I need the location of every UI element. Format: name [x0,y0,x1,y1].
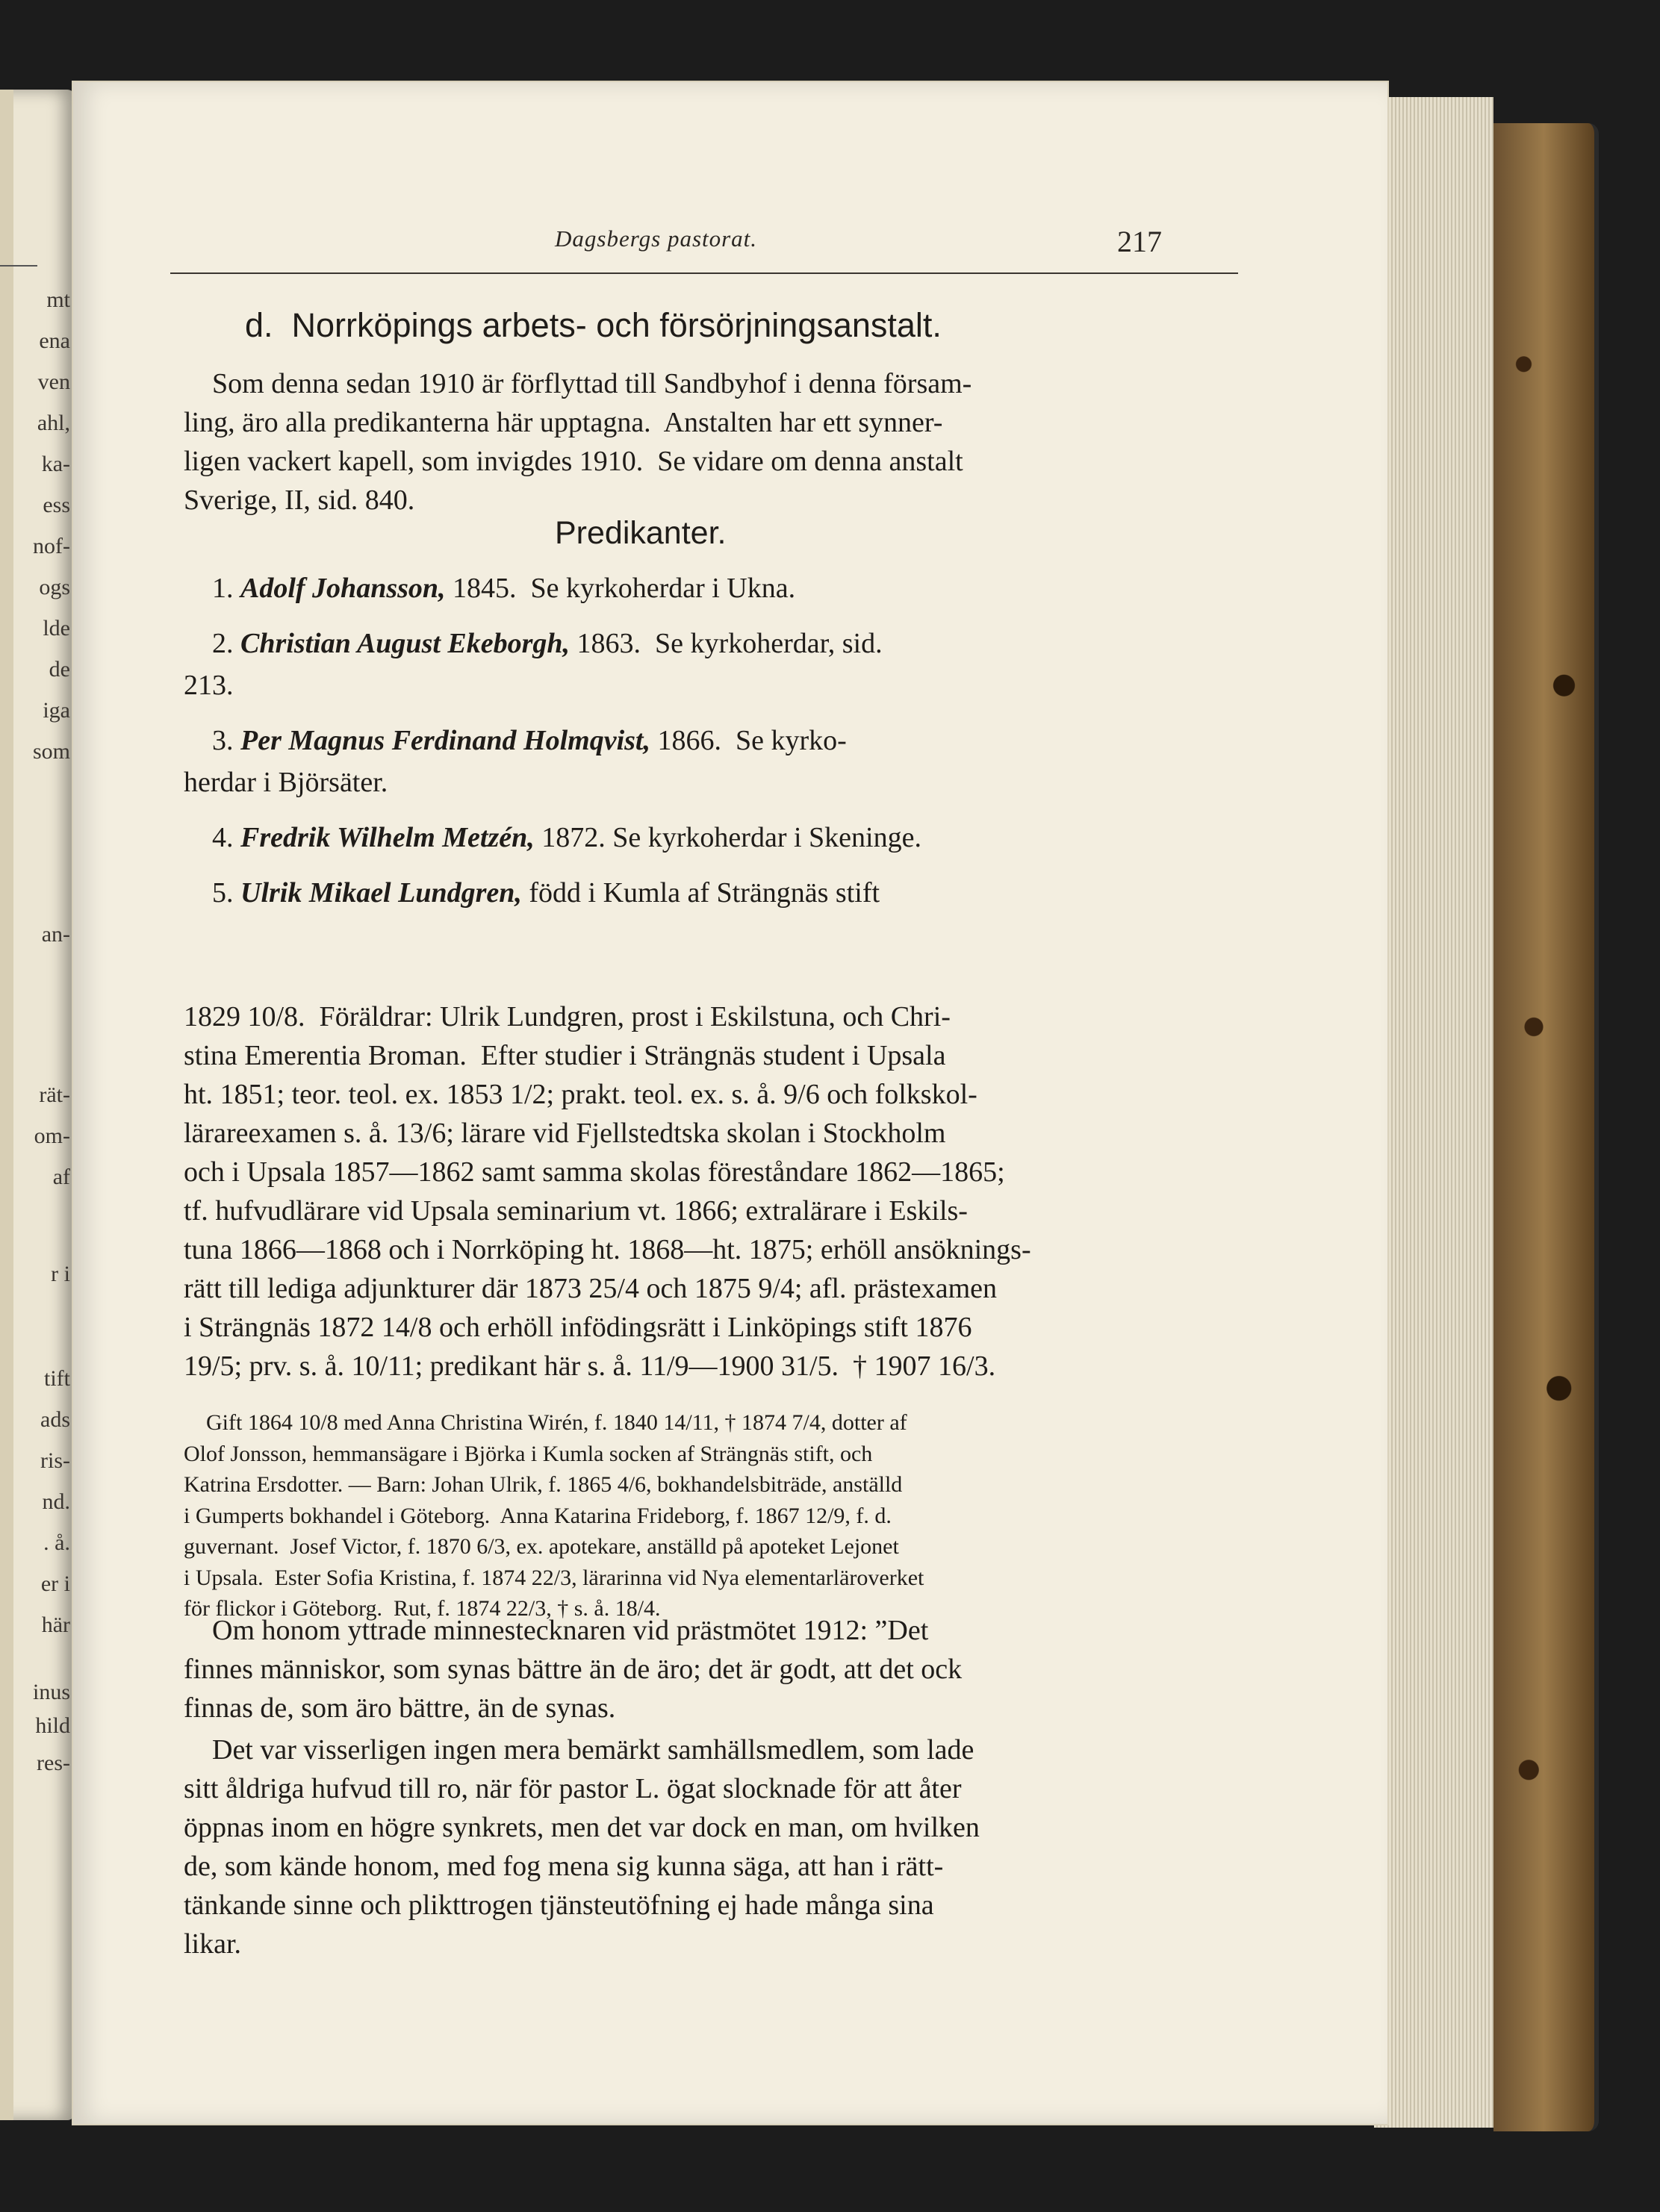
predikanter-heading: Predikanter. [555,515,727,551]
entry-number: 4. [212,822,240,853]
memorial-quote [184,1611,1244,1727]
text-line: i Strängnäs 1872 14/8 och erhöll infödingsrätt i Linköpings stift 1876 [184,1312,972,1343]
left-page-fragment: er i [40,1571,70,1596]
entry-text: 1863. Se kyrkoherdar, sid. [570,628,883,659]
left-page-fragment: tift [44,1366,70,1391]
entry-number: 3. [212,725,240,756]
family-line: Gift 1864 10/8 med Anna Christina Wirén, f. 1840 14/11, † 1874 7/4, dotter af [184,1410,907,1435]
preacher-name: Christian August Ekeborgh, [240,628,571,659]
left-page-fragment: som [32,739,70,764]
left-page-fragment: ena [39,328,70,353]
left-page-fragment: ogs [39,575,70,599]
section-heading: d. Norrköpings arbets- och försörjningsanstalt. [245,306,942,344]
family-line: i Upsala. Ester Sofia Kristina, f. 1874 22/3, lärarinna vid Nya elementarläroverket [184,1565,924,1590]
preacher-entry [184,818,1244,857]
preacher-list [184,569,1244,929]
family-line: för flickor i Göteborg. Rut, f. 1874 22/3, † s. å. 18/4. [184,1596,661,1621]
text-line: rätt till lediga adjunkturer där 1873 25/4 och 1875 9/4; afl. prästexamen [184,1273,998,1304]
left-page-fragment: . å. [43,1530,70,1555]
indent [184,822,212,853]
left-page-fragment: ris- [40,1448,70,1473]
entry-text: 1845. Se kyrkoherdar i Ukna. [445,573,796,604]
left-page-fragment: ka- [41,452,70,476]
left-page-fragment: ads [40,1407,70,1432]
left-page-fragment: lde [43,616,70,641]
left-page-fragment: ahl, [37,411,70,435]
entry-text: 1872. Se kyrkoherdar i Skeninge. [534,822,921,853]
text-line: Som denna sedan 1910 är förflyttad till Sandbyhof i denna försam- [184,368,972,399]
left-page-head-rule [0,265,37,267]
left-page-fragment: inus [32,1680,70,1704]
preacher-name: Ulrik Mikael Lundgren, [240,877,522,909]
preacher-entry [184,721,1244,760]
text-line: ling, äro alla predikanterna här upptagna. Anstalten har ett synner- [184,407,943,438]
closing-paragraph [184,1730,1244,1963]
left-page-edge [0,90,75,2120]
text-line: 1829 10/8. Föräldrar: Ulrik Lundgren, prost i Eskilstuna, och Chri- [184,1001,951,1032]
preacher-name: Fredrik Wilhelm Metzén, [240,822,535,853]
text-line: likar. [184,1928,242,1960]
family-line: Katrina Ersdotter. — Barn: Johan Ulrik, f. 1865 4/6, bokhandelsbiträde, anställd [184,1472,903,1497]
family-line: i Gumperts bokhandel i Göteborg. Anna Katarina Frideborg, f. 1867 12/9, f. d. [184,1503,892,1528]
intro-paragraph [184,364,1244,520]
entry-number: 5. [212,877,240,909]
indent [184,573,212,604]
left-page-fragment: mt [46,287,70,312]
page-stack-edge [1374,97,1493,2128]
left-page-fragment: r i [51,1262,70,1286]
text-line: ligen vackert kapell, som invigdes 1910. Se vidare om denna anstalt [184,446,963,477]
left-page-fragment: an- [41,922,70,947]
family-line: guvernant. Josef Victor, f. 1870 6/3, ex. apotekare, anställd på apoteket Lejonet [184,1534,899,1559]
text-line: Sverige, II, sid. 840. [184,485,415,516]
left-page-fragment: nd. [42,1489,70,1514]
left-page-fragment: iga [43,698,70,723]
text-line: ht. 1851; teor. teol. ex. 1853 1/2; prakt. teol. ex. s. å. 9/6 och folkskol- [184,1079,977,1110]
text-line: stina Emerentia Broman. Efter studier i Strängnäs student i Upsala [184,1040,946,1071]
lundgren-biography [184,997,1244,1386]
lundgren-family-note [184,1407,1244,1624]
left-page-fragment: rät- [39,1082,70,1107]
preacher-entry [184,873,1244,912]
left-page-fragment: ven [37,370,70,394]
text-line: de, som kände honom, med fog mena sig kunna säga, att han i rätt- [184,1851,944,1882]
book-cover [1493,123,1599,2131]
preacher-name: Per Magnus Ferdinand Holmqvist, [240,725,650,756]
left-page-fragment: här [41,1613,70,1637]
left-page-fragment: ess [43,493,70,517]
text-line: tänkande sinne och plikttrogen tjänsteutöfning ej hade många sina [184,1889,934,1921]
entry-text: 1866. Se kyrko- [650,725,847,756]
entry-number: 1. [212,573,240,604]
entry-continuation: herdar i Björsäter. [184,767,388,798]
preacher-entry [184,569,1244,608]
text-line: Om honom yttrade minnestecknaren vid prästmötet 1912: ”Det [184,1615,929,1646]
indent [184,628,212,659]
text-line: öppnas inom en högre synkrets, men det var dock en man, om hvilken [184,1812,980,1843]
page-number: 217 [1117,225,1162,258]
entry-continuation: 213. [184,670,234,701]
text-line: 19/5; prv. s. å. 10/11; predikant här s. å. 11/9—1900 31/5. † 1907 16/3. [184,1350,996,1382]
text-line: tf. hufvudlärare vid Upsala seminarium vt. 1866; extralärare i Eskils- [184,1195,968,1227]
preacher-entry [184,624,1244,663]
running-head: Dagsbergs pastorat. [555,225,758,252]
left-page-fragment: de [49,657,70,682]
text-line: tuna 1866—1868 och i Norrköping ht. 1868—ht. 1875; erhöll ansöknings- [184,1234,1031,1265]
text-line: lärareexamen s. å. 13/6; lärare vid Fjellstedtska skolan i Stockholm [184,1118,946,1149]
left-page-fragment: om- [34,1124,70,1148]
text-line: sitt åldriga hufvud till ro, när för pastor L. ögat slocknade för att åter [184,1773,962,1804]
preacher-name: Adolf Johansson, [240,573,446,604]
header-rule [170,272,1238,274]
text-line: finnes människor, som synas bättre än de äro; det är godt, att det ock [184,1654,963,1685]
left-page-fragment: af [52,1165,70,1189]
indent [184,877,212,909]
entry-text: född i Kumla af Strängnäs stift [521,877,880,909]
indent [184,725,212,756]
text-line: och i Upsala 1857—1862 samt samma skolas föreståndare 1862—1865; [184,1156,1005,1188]
left-page-fragment: nof- [33,534,70,558]
family-line: Olof Jonsson, hemmansägare i Björka i Kumla socken af Strängnäs stift, och [184,1441,873,1466]
entry-number: 2. [212,628,240,659]
left-page-fragment: res- [37,1751,70,1775]
left-page-fragment: hild [35,1713,70,1738]
book-page [73,82,1387,2124]
text-line: Det var visserligen ingen mera bemärkt samhällsmedlem, som lade [184,1734,974,1766]
text-line: finnas de, som äro bättre, än de synas. [184,1692,616,1724]
